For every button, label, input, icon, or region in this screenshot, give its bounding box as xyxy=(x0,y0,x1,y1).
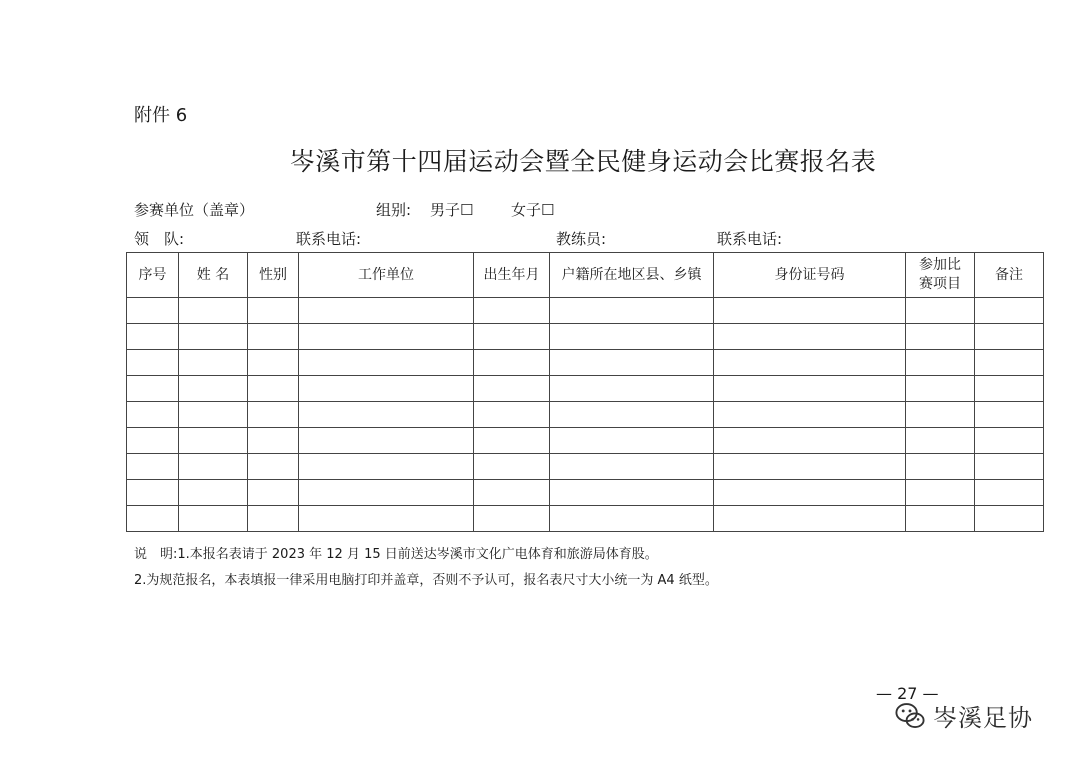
table-cell xyxy=(550,376,714,402)
table-row xyxy=(127,376,1044,402)
unit-label: 参赛单位（盖章） xyxy=(134,201,255,219)
table-cell xyxy=(906,350,975,376)
table-cell xyxy=(248,428,299,454)
table-cell xyxy=(714,402,906,428)
table-cell xyxy=(474,350,550,376)
table-cell xyxy=(179,376,248,402)
table-cell xyxy=(550,402,714,428)
table-cell xyxy=(906,324,975,350)
wechat-icon xyxy=(893,699,927,733)
table-row xyxy=(127,298,1044,324)
table-cell xyxy=(179,350,248,376)
table-cell xyxy=(127,506,179,532)
table-body xyxy=(127,298,1044,532)
table-cell xyxy=(299,428,474,454)
table-cell xyxy=(127,480,179,506)
table-cell xyxy=(906,480,975,506)
table-cell xyxy=(975,376,1044,402)
male-checkbox-option: 男子☐ xyxy=(430,201,474,219)
table-row xyxy=(127,454,1044,480)
table-cell xyxy=(975,428,1044,454)
col-header-workplace: 工作单位 xyxy=(299,253,474,298)
table-cell xyxy=(714,298,906,324)
table-cell xyxy=(474,298,550,324)
col-header-residence: 户籍所在地区县、乡镇 xyxy=(550,253,714,298)
table-cell xyxy=(248,402,299,428)
table-cell xyxy=(127,324,179,350)
table-cell xyxy=(714,506,906,532)
watermark xyxy=(893,698,1033,733)
table-cell xyxy=(299,480,474,506)
table-cell xyxy=(906,376,975,402)
table-cell xyxy=(906,298,975,324)
table-cell xyxy=(248,454,299,480)
col-header-index: 序号 xyxy=(127,253,179,298)
table-cell xyxy=(714,324,906,350)
table-cell xyxy=(179,402,248,428)
table-cell xyxy=(906,506,975,532)
table-cell xyxy=(906,402,975,428)
col-header-id-number: 身份证号码 xyxy=(714,253,906,298)
table-cell xyxy=(299,298,474,324)
table-cell xyxy=(714,480,906,506)
table-cell xyxy=(474,376,550,402)
note-line-1: 说 明:1.本报名表请于 2023 年 12 月 15 日前送达岑溪市文化广电体育和旅游局体育股。 xyxy=(134,547,658,562)
table-cell xyxy=(714,376,906,402)
watermark-text: 岑溪足协 xyxy=(933,704,1033,732)
table-cell xyxy=(127,350,179,376)
table-cell xyxy=(550,324,714,350)
table-cell xyxy=(975,480,1044,506)
table-cell xyxy=(248,376,299,402)
table-cell xyxy=(299,324,474,350)
table-cell xyxy=(299,376,474,402)
table-cell xyxy=(906,454,975,480)
table-cell xyxy=(179,454,248,480)
form-title: 岑溪市第十四届运动会暨全民健身运动会比赛报名表 xyxy=(289,147,877,176)
table-cell xyxy=(714,428,906,454)
table-cell xyxy=(550,454,714,480)
page-number: — 27 — xyxy=(876,684,939,703)
table-cell xyxy=(975,454,1044,480)
table-cell xyxy=(550,350,714,376)
table-cell xyxy=(714,350,906,376)
table-cell xyxy=(179,428,248,454)
table-cell xyxy=(299,454,474,480)
coach-phone-label: 联系电话: xyxy=(717,230,783,248)
table-cell xyxy=(906,428,975,454)
table-cell xyxy=(127,428,179,454)
table-cell xyxy=(127,454,179,480)
table-cell xyxy=(474,324,550,350)
table-cell xyxy=(248,298,299,324)
table-cell xyxy=(975,324,1044,350)
table-cell xyxy=(550,298,714,324)
table-cell xyxy=(179,298,248,324)
group-label: 组别: xyxy=(376,201,412,219)
table-cell xyxy=(975,402,1044,428)
table-cell xyxy=(474,428,550,454)
col-header-birth: 出生年月 xyxy=(474,253,550,298)
table-cell xyxy=(474,506,550,532)
table-cell xyxy=(474,402,550,428)
table-cell xyxy=(714,454,906,480)
table-header-row xyxy=(127,253,1044,298)
leader-phone-label: 联系电话: xyxy=(296,230,362,248)
col-header-remarks: 备注 xyxy=(975,253,1044,298)
table-cell xyxy=(975,350,1044,376)
table-cell xyxy=(975,506,1044,532)
table-cell xyxy=(248,506,299,532)
attachment-label: 附件 6 xyxy=(134,105,188,126)
table-cell xyxy=(248,324,299,350)
table-row xyxy=(127,506,1044,532)
table-row xyxy=(127,428,1044,454)
table-cell xyxy=(474,454,550,480)
table-cell xyxy=(127,376,179,402)
table-cell xyxy=(474,480,550,506)
table-cell xyxy=(550,428,714,454)
table-cell xyxy=(299,350,474,376)
table-cell xyxy=(127,402,179,428)
col-header-event: 参加比赛项目 xyxy=(906,253,975,298)
coach-label: 教练员: xyxy=(556,230,607,248)
table-cell xyxy=(179,506,248,532)
table-row xyxy=(127,480,1044,506)
table-cell xyxy=(975,298,1044,324)
leader-label: 领 队: xyxy=(134,230,185,248)
female-checkbox-option: 女子☐ xyxy=(511,201,555,219)
table-row xyxy=(127,402,1044,428)
note-line-2: 2.为规范报名，本表填报一律采用电脑打印并盖章，否则不予认可，报名表尺寸大小统一为 A4 纸型。 xyxy=(134,573,718,588)
table-cell xyxy=(248,480,299,506)
table-cell xyxy=(248,350,299,376)
table-cell xyxy=(550,480,714,506)
table-cell xyxy=(179,324,248,350)
col-header-gender: 性别 xyxy=(248,253,299,298)
table-cell xyxy=(299,402,474,428)
table-row xyxy=(127,350,1044,376)
table-cell xyxy=(127,298,179,324)
col-header-name: 姓 名 xyxy=(179,253,248,298)
table-cell xyxy=(179,480,248,506)
registration-table xyxy=(126,252,1044,532)
table-cell xyxy=(299,506,474,532)
table-cell xyxy=(550,506,714,532)
table-row xyxy=(127,324,1044,350)
